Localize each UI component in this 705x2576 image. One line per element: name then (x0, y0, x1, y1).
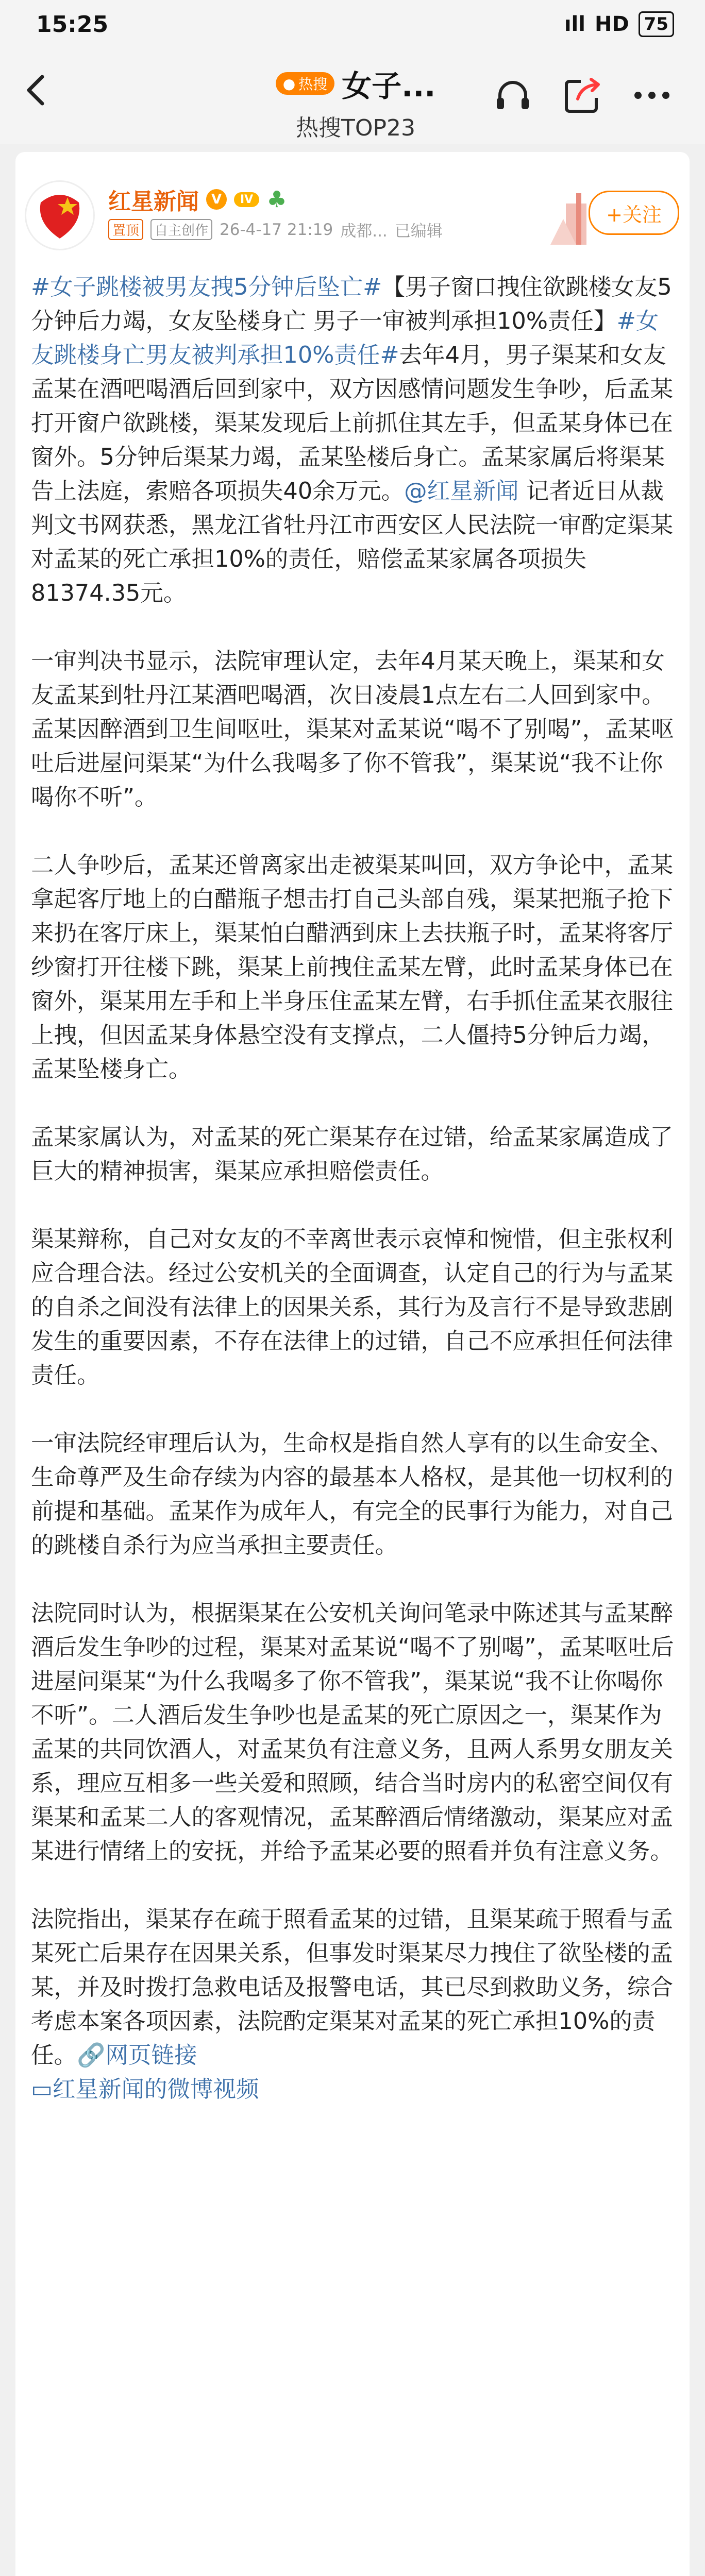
level-badge: IV (234, 192, 259, 207)
avatar[interactable] (25, 180, 95, 250)
mention-link[interactable]: @红星新闻 (404, 478, 519, 504)
video-icon: ▭ (31, 2076, 53, 2103)
hot-search-badge (276, 72, 334, 95)
sprout-icon: ♣ (266, 186, 287, 213)
hot-badge-label: 热搜 (298, 76, 328, 93)
paragraph-8 (31, 1903, 675, 2107)
verified-icon: V (206, 189, 227, 210)
status-bar (0, 0, 705, 46)
post-time: 26-4-17 21:19 (220, 220, 333, 239)
paragraph-4: 孟某家属认为，对孟某的死亡渠某存在过错，给孟某家属造成了巨大的精神损害，渠某应承担赔偿责任。 (31, 1124, 674, 1184)
status-time: 15:25 (36, 11, 109, 38)
status-icons (564, 11, 674, 37)
video-link[interactable] (31, 2076, 259, 2103)
video-link-label[interactable]: 红星新闻的微博视频 (53, 2076, 259, 2103)
paragraph-6: 一审法院经审理后认为，生命权是指自然人享有的以生命安全、生命尊严及生命存续为内容的最基本人格权，是其他一切权利的前提和基础。孟某作为成年人，有完全的民事行为能力，对自己的跳楼自杀行为应当承担主要责任。 (31, 1430, 674, 1558)
pinned-tag: 置顶 (108, 219, 143, 240)
original-tag: 自主创作 (150, 219, 212, 240)
page-subtitle: 热搜TOP23 (295, 115, 416, 141)
follow-button[interactable]: +关注 (589, 191, 679, 235)
paragraph-7: 法院同时认为，根据渠某在公安机关询问笔录中陈述其与孟某醉酒后发生争吵的过程，渠某对孟某说“喝不了别喝”，孟某呕吐后进屋问渠某“为什么我喝多了你不管我”，渠某说“我不让你喝你不听”。二人酒后发生争吵也是孟某的死亡原因之一，渠某作为孟某的共同饮酒人，对孟某负有注意义务，且两人系男女朋友关系，理应互相多一些关爱和照顾，结合当时房内的私密空间仅有渠某和孟某二人的客观情况，孟某醉酒后情绪激动，渠某应对孟某进行情绪上的安抚，并给予孟某必要的照看并负有注意义务。 (31, 1600, 674, 1865)
post-location: 成都... (340, 222, 388, 241)
web-link[interactable] (77, 2042, 197, 2069)
nav-title-block (247, 62, 464, 142)
signal-icon: ıll (564, 12, 585, 36)
page-title: 女子... (342, 69, 436, 104)
paragraph-1 (31, 270, 675, 611)
navigation-bar (0, 46, 705, 144)
decoration-icon (478, 173, 602, 260)
paragraph-3: 二人争吵后，孟某还曾离家出走被渠某叫回，双方争论中，孟某拿起客厅地上的白醋瓶子想击打自己头部自残，渠某把瓶子抢下来扔在客厅床上，渠某怕白醋洒到床上去扶瓶子时，孟某将客厅纱窗打开往楼下跳，渠某上前拽住孟某左臂，此时孟某身体已在窗外，渠某用左手和上半身压住孟某左臂，右手抓住孟某衣服往上拽，但因孟某身体悬空没有支撑点，二人僵持5分钟后力竭，孟某坠楼身亡。 (31, 852, 674, 1082)
paragraph-5: 渠某辩称，自己对女友的不幸离世表示哀悼和惋惜，但主张权利应合理合法。经过公安机关的全面调查，认定自己的行为与孟某的自杀之间没有法律上的因果关系，其行为及言行不是导致悲剧发生的重要因素，不存在法律上的过错，自己不应承担任何法律责任。 (31, 1226, 674, 1388)
post-card (15, 152, 690, 2576)
battery-indicator: 75 (639, 11, 674, 37)
more-icon[interactable] (629, 72, 675, 118)
post-content (31, 270, 675, 2107)
link-icon: 🔗 (77, 2042, 106, 2069)
share-icon[interactable] (559, 72, 606, 118)
paragraph-8-text: 法院指出，渠某存在疏于照看孟某的过错，且渠某疏于照看与孟某死亡后果存在因果关系，但事发时渠某尽力拽住了欲坠楼的孟某，并及时拨打急救电话及报警电话，其已尽到救助义务，综合考虑本案各项因素，法院酌定渠某对孟某的死亡承担10%的责任。 (31, 1906, 674, 2069)
hashtag-link[interactable]: #女子跳楼被男友拽5分钟后坠亡# (31, 274, 382, 300)
web-link-label[interactable]: 网页链接 (105, 2042, 197, 2069)
listen-icon[interactable] (490, 72, 536, 118)
flame-icon: ● (282, 75, 296, 92)
author-row (15, 152, 690, 270)
edited-label: 已编辑 (394, 222, 443, 241)
signal-hd-label: HD (594, 12, 629, 36)
hashtag-link-2[interactable]: #女友跳楼身亡男友被判承担10%责任# (31, 308, 659, 368)
red-star-logo-icon (26, 182, 93, 249)
author-name[interactable] (108, 183, 287, 216)
back-icon[interactable] (15, 70, 57, 111)
paragraph-1-text: 去年4月，男子渠某和女友孟某在酒吧喝酒后回到家中，双方因感情问题发生争吵，后孟某打开窗户欲跳楼，渠某发现后上前抓住其左手，但孟某身体已在窗外。5分钟后渠某力竭，孟某坠楼后身亡。孟某家属后将渠某告上法庭，索赔各项损失40余万元。 (31, 342, 674, 504)
headline-text: 【男子窗口拽住欲跳楼女友5分钟后力竭，女友坠楼身亡 男子一审被判承担10%责任】 (31, 274, 672, 334)
paragraph-1-tail: 记者近日从裁判文书网获悉，黑龙江省牡丹江市西安区人民法院一审酌定渠某对孟某的死亡承担10%的责任，赔偿孟某家属各项损失81374.35元。 (31, 478, 674, 606)
author-name-text[interactable]: 红星新闻 (108, 189, 199, 215)
post-meta (108, 218, 443, 241)
paragraph-2: 一审判决书显示，法院审理认定，去年4月某天晚上，渠某和女友孟某到牡丹江某酒吧喝酒，次日凌晨1点左右二人回到家中。孟某因醉酒到卫生间呕吐，渠某对孟某说“喝不了别喝”，孟某呕吐后进屋问渠某“为什么我喝多了你不管我”，渠某说“我不让你喝你不听”。 (31, 648, 674, 810)
